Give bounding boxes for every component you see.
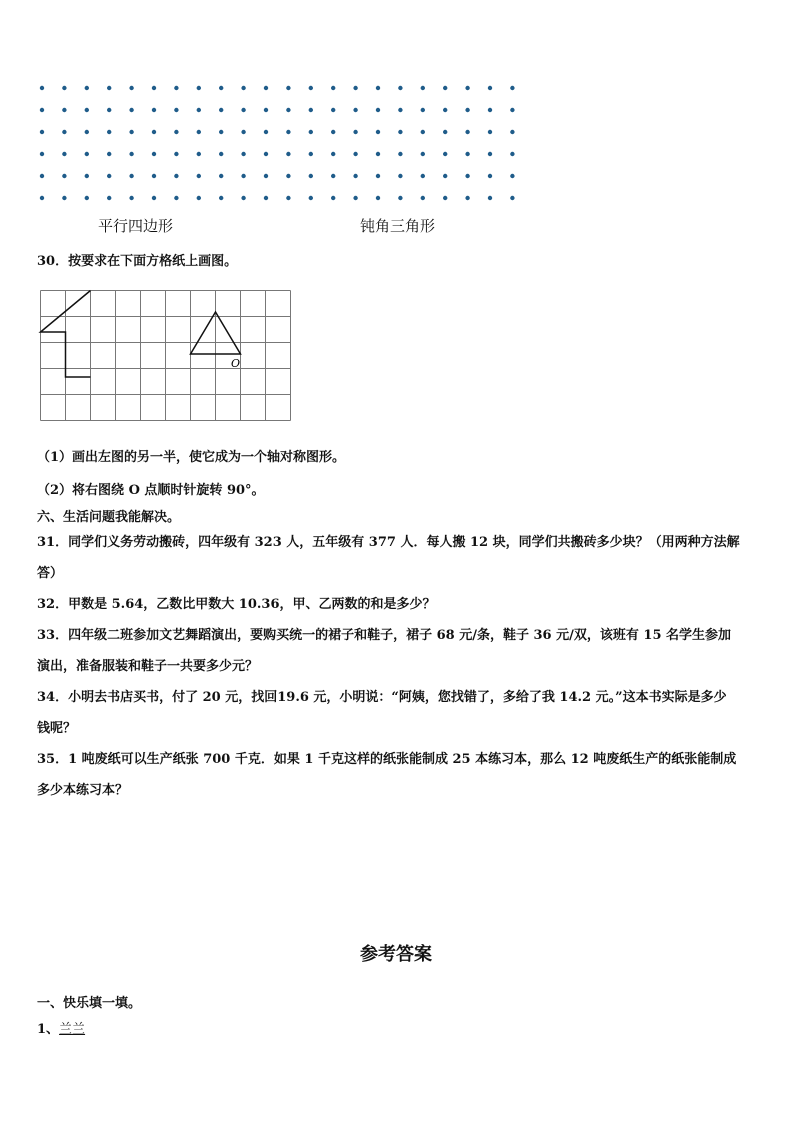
grid-dot	[107, 130, 111, 134]
grid-dot	[465, 108, 469, 112]
grid-dot	[264, 196, 268, 200]
grid-dot	[398, 174, 402, 178]
question-33-line2: 演出，准备服装和鞋子一共要多少元？	[37, 659, 259, 674]
grid-dot	[152, 196, 156, 200]
grid-dot	[40, 108, 44, 112]
grid-dot	[129, 130, 133, 134]
grid-dot	[353, 174, 357, 178]
grid-dot	[174, 130, 178, 134]
grid-dot	[129, 196, 133, 200]
question-33-line1: 33．四年级二班参加文艺舞蹈演出，要购买统一的裙子和鞋子，裙子 68 元/条，鞋子 36 元/双，该班有 15 名学生参加	[37, 628, 732, 643]
grid-dot	[197, 152, 201, 156]
grid-dot	[241, 130, 245, 134]
grid-dot	[152, 152, 156, 156]
grid-dot	[331, 108, 335, 112]
grid-dot	[174, 174, 178, 178]
grid-dot	[286, 152, 290, 156]
grid-dot	[40, 86, 44, 90]
grid-dot	[241, 196, 245, 200]
grid-dot	[129, 86, 133, 90]
grid-dot	[488, 174, 492, 178]
label-obtuse-triangle: 钝角三角形	[360, 217, 436, 235]
grid-dot	[376, 152, 380, 156]
grid-dot	[152, 174, 156, 178]
grid-dot	[107, 196, 111, 200]
grid-dot	[219, 174, 223, 178]
grid-dot	[331, 196, 335, 200]
grid-dot	[62, 86, 66, 90]
grid-dot	[40, 130, 44, 134]
grid-dot	[264, 152, 268, 156]
grid-dot	[376, 108, 380, 112]
grid-dot	[465, 152, 469, 156]
grid-dot	[129, 108, 133, 112]
grid-dot	[465, 174, 469, 178]
grid-dot	[241, 86, 245, 90]
grid-dot	[443, 130, 447, 134]
grid-dot	[241, 152, 245, 156]
grid-dot	[376, 130, 380, 134]
grid-dot	[286, 130, 290, 134]
grid-dot	[174, 108, 178, 112]
answer-1-number: 1、	[37, 1022, 60, 1037]
grid-dot	[85, 108, 89, 112]
grid-dot	[241, 174, 245, 178]
grid-dot	[443, 174, 447, 178]
grid-dot	[152, 130, 156, 134]
grid-dot	[62, 196, 66, 200]
grid-dot	[152, 86, 156, 90]
grid-dot	[353, 108, 357, 112]
grid-dot	[286, 86, 290, 90]
grid-dot	[309, 130, 313, 134]
grid-dot	[421, 152, 425, 156]
grid-dot	[488, 86, 492, 90]
grid-dot	[264, 174, 268, 178]
section-6-heading: 六、生活问题我能解决。	[37, 510, 181, 525]
grid-dot	[309, 86, 313, 90]
grid-dot	[40, 174, 44, 178]
question-34-line2: 钱呢？	[37, 721, 77, 736]
grid-dot	[331, 130, 335, 134]
grid-dot	[62, 174, 66, 178]
answer-title: 参考答案	[360, 944, 432, 965]
grid-dot	[107, 108, 111, 112]
answer-1	[37, 1018, 85, 1037]
question-34-line1: 34．小明去书店买书，付了 20 元，找回19.6 元，小明说：“阿姨，您找错了，多给了我 14.2 元。”这本书实际是多少	[37, 690, 727, 705]
grid-dot	[286, 108, 290, 112]
grid-dot	[219, 86, 223, 90]
grid-dot	[286, 196, 290, 200]
grid-dot	[398, 152, 402, 156]
grid-dot	[197, 108, 201, 112]
grid-dot	[264, 108, 268, 112]
grid-dot	[85, 130, 89, 134]
grid-dot	[174, 86, 178, 90]
grid-dot	[40, 152, 44, 156]
grid-dot	[465, 86, 469, 90]
question-30-heading: 30．按要求在下面方格纸上画图。	[37, 254, 238, 269]
grid-dot	[219, 130, 223, 134]
grid-dot	[376, 196, 380, 200]
dot-grid	[30, 78, 530, 208]
answer-section-1: 一、快乐填一填。	[37, 996, 142, 1011]
grid-dot	[376, 86, 380, 90]
question-35-line1: 35．1 吨废纸可以生产纸张 700 千克．如果 1 千克这样的纸张能制成 25 本练习本，那么 12 吨废纸生产的纸张能制成	[37, 752, 737, 767]
grid-dot	[488, 130, 492, 134]
grid-dot	[331, 152, 335, 156]
grid-dot	[219, 196, 223, 200]
grid-dot	[309, 174, 313, 178]
grid-dot	[85, 174, 89, 178]
grid-dot	[353, 196, 357, 200]
grid-dot	[197, 130, 201, 134]
grid-dot	[107, 86, 111, 90]
grid-dot	[510, 196, 514, 200]
grid-dot	[510, 130, 514, 134]
grid-dot	[398, 86, 402, 90]
grid-dot	[197, 196, 201, 200]
grid-dot	[488, 196, 492, 200]
label-parallelogram: 平行四边形	[98, 217, 174, 235]
question-30-sub2: （2）将右图绕 O 点顺时针旋转 90°。	[37, 483, 265, 498]
grid-dot	[197, 86, 201, 90]
grid-lines	[41, 291, 291, 421]
grid-dot	[85, 86, 89, 90]
grid-dot	[510, 152, 514, 156]
grid-dot	[353, 86, 357, 90]
question-32: 32．甲数是 5.64，乙数比甲数大 10.36，甲、乙两数的和是多少？	[37, 597, 436, 612]
question-30-sub1: （1）画出左图的另一半，使它成为一个轴对称图形。	[37, 450, 346, 465]
grid-dot	[510, 86, 514, 90]
grid-dot	[398, 108, 402, 112]
grid-dot	[331, 174, 335, 178]
question-35-line2: 多少本练习本？	[37, 783, 129, 798]
grid-dot	[421, 108, 425, 112]
grid-dot	[421, 130, 425, 134]
grid-dot	[510, 108, 514, 112]
grid-dot	[376, 174, 380, 178]
grid-dot	[286, 174, 290, 178]
grid-dot	[62, 130, 66, 134]
grid-dot	[443, 108, 447, 112]
grid-dot	[129, 174, 133, 178]
grid-dot	[174, 196, 178, 200]
grid-dot	[107, 152, 111, 156]
grid-dot	[264, 86, 268, 90]
grid-dot	[443, 152, 447, 156]
grid-dot	[197, 174, 201, 178]
grid-dot	[107, 174, 111, 178]
grid-dot	[309, 196, 313, 200]
grid-dot	[264, 130, 268, 134]
grid-dot	[488, 152, 492, 156]
grid-dot	[510, 174, 514, 178]
grid-dot	[421, 86, 425, 90]
grid-dot	[465, 196, 469, 200]
point-o-label: O	[231, 357, 241, 370]
grid-paper	[38, 288, 294, 422]
grid-dot	[465, 130, 469, 134]
grid-dot	[398, 130, 402, 134]
grid-dot	[398, 196, 402, 200]
grid-dot	[62, 152, 66, 156]
grid-dot	[174, 152, 178, 156]
grid-dot	[353, 130, 357, 134]
grid-dot	[152, 108, 156, 112]
grid-dot	[62, 108, 66, 112]
grid-dot	[85, 152, 89, 156]
grid-dot	[443, 86, 447, 90]
grid-dot	[443, 196, 447, 200]
grid-dot	[488, 108, 492, 112]
question-31-line2: 答）	[37, 566, 64, 581]
grid-dot	[309, 108, 313, 112]
grid-dot	[353, 152, 357, 156]
grid-dot	[219, 152, 223, 156]
question-31-line1: 31．同学们义务劳动搬砖，四年级有 323 人，五年级有 377 人．每人搬 12 块，同学们共搬砖多少块？（用两种方法解	[37, 535, 740, 550]
grid-dot	[421, 196, 425, 200]
grid-dot	[85, 196, 89, 200]
grid-dot	[331, 86, 335, 90]
grid-dot	[129, 152, 133, 156]
grid-dot	[219, 108, 223, 112]
grid-dot	[421, 174, 425, 178]
grid-dot	[241, 108, 245, 112]
grid-dot	[309, 152, 313, 156]
answer-1-text: 兰兰	[59, 1022, 86, 1037]
grid-dot	[40, 196, 44, 200]
